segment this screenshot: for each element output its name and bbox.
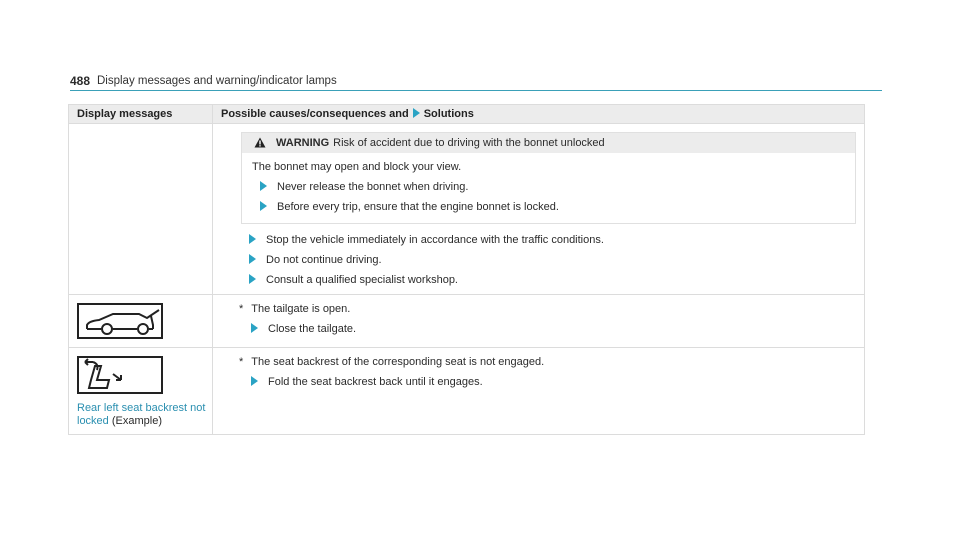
row1-message-cell bbox=[69, 124, 213, 295]
bullet-marker: * bbox=[239, 356, 244, 368]
warning-triangle-icon bbox=[254, 135, 266, 155]
seat-backrest-icon bbox=[77, 356, 163, 394]
solution-bullet-3-text: Consult a qualified specialist workshop. bbox=[266, 274, 458, 286]
cause-line bbox=[239, 299, 864, 319]
tailgate-open-icon bbox=[77, 303, 163, 339]
bullet-marker: * bbox=[239, 303, 244, 315]
arrow-right-icon bbox=[251, 376, 258, 386]
col-header-causes bbox=[213, 105, 865, 124]
cause-text: The tailgate is open. bbox=[251, 303, 351, 315]
seat-caption-suffix: (Example) bbox=[111, 415, 162, 427]
page-header bbox=[70, 74, 882, 91]
cause-line bbox=[239, 352, 864, 372]
warning-text: Risk of accident due to driving with the bonnet unlocked bbox=[333, 137, 605, 149]
warning-bullet-2 bbox=[252, 197, 845, 217]
solution-line bbox=[239, 372, 864, 392]
row2-solution-cell bbox=[213, 295, 865, 348]
table-header-row bbox=[69, 105, 865, 124]
display-messages-table bbox=[68, 104, 865, 435]
arrow-right-icon bbox=[260, 181, 267, 191]
col-header-solutions-text: Solutions bbox=[423, 108, 474, 120]
arrow-right-icon bbox=[413, 108, 420, 118]
cause-text: The seat backrest of the corresponding seat is not engaged. bbox=[251, 356, 545, 368]
warning-box bbox=[241, 132, 856, 224]
row3-message-cell bbox=[69, 348, 213, 435]
row3-solution-cell bbox=[213, 348, 865, 435]
col-header-display-messages: Display messages bbox=[69, 105, 213, 124]
warning-body-text: The bonnet may open and block your view. bbox=[252, 161, 462, 173]
page-title: Display messages and warning/indicator lamps bbox=[97, 75, 337, 87]
warning-body bbox=[242, 153, 855, 223]
solution-line bbox=[239, 319, 864, 339]
table-row-tailgate bbox=[69, 295, 865, 348]
page-number: 488 bbox=[70, 74, 91, 88]
solution-text: Fold the seat backrest back until it engages. bbox=[268, 376, 483, 388]
table-row-seat-backrest bbox=[69, 348, 865, 435]
arrow-right-icon bbox=[260, 201, 267, 211]
solution-bullet-2 bbox=[249, 250, 864, 270]
warning-bullet-2-text: Before every trip, ensure that the engine bonnet is locked. bbox=[277, 201, 559, 213]
seat-caption bbox=[69, 402, 212, 428]
warning-bullet-1 bbox=[252, 177, 845, 197]
col-header-causes-text: Possible causes/consequences and bbox=[221, 108, 409, 120]
arrow-right-icon bbox=[251, 323, 258, 333]
warning-header bbox=[242, 133, 855, 153]
table-row-bonnet bbox=[69, 124, 865, 295]
seat-caption-link[interactable]: Rear left seat backrest not locked bbox=[77, 402, 206, 427]
solution-bullet-1 bbox=[249, 230, 864, 250]
solution-bullet-1-text: Stop the vehicle immediately in accordance with the traffic conditions. bbox=[266, 234, 604, 246]
solution-bullet-2-text: Do not continue driving. bbox=[266, 254, 382, 266]
row1-solution-cell bbox=[213, 124, 865, 295]
warning-bullet-1-text: Never release the bonnet when driving. bbox=[277, 181, 469, 193]
solution-bullet-3 bbox=[249, 270, 864, 290]
row2-message-cell bbox=[69, 295, 213, 348]
arrow-right-icon bbox=[249, 274, 256, 284]
warning-label: WARNING bbox=[276, 137, 330, 149]
solution-text: Close the tailgate. bbox=[268, 323, 357, 335]
arrow-right-icon bbox=[249, 254, 256, 264]
arrow-right-icon bbox=[249, 234, 256, 244]
